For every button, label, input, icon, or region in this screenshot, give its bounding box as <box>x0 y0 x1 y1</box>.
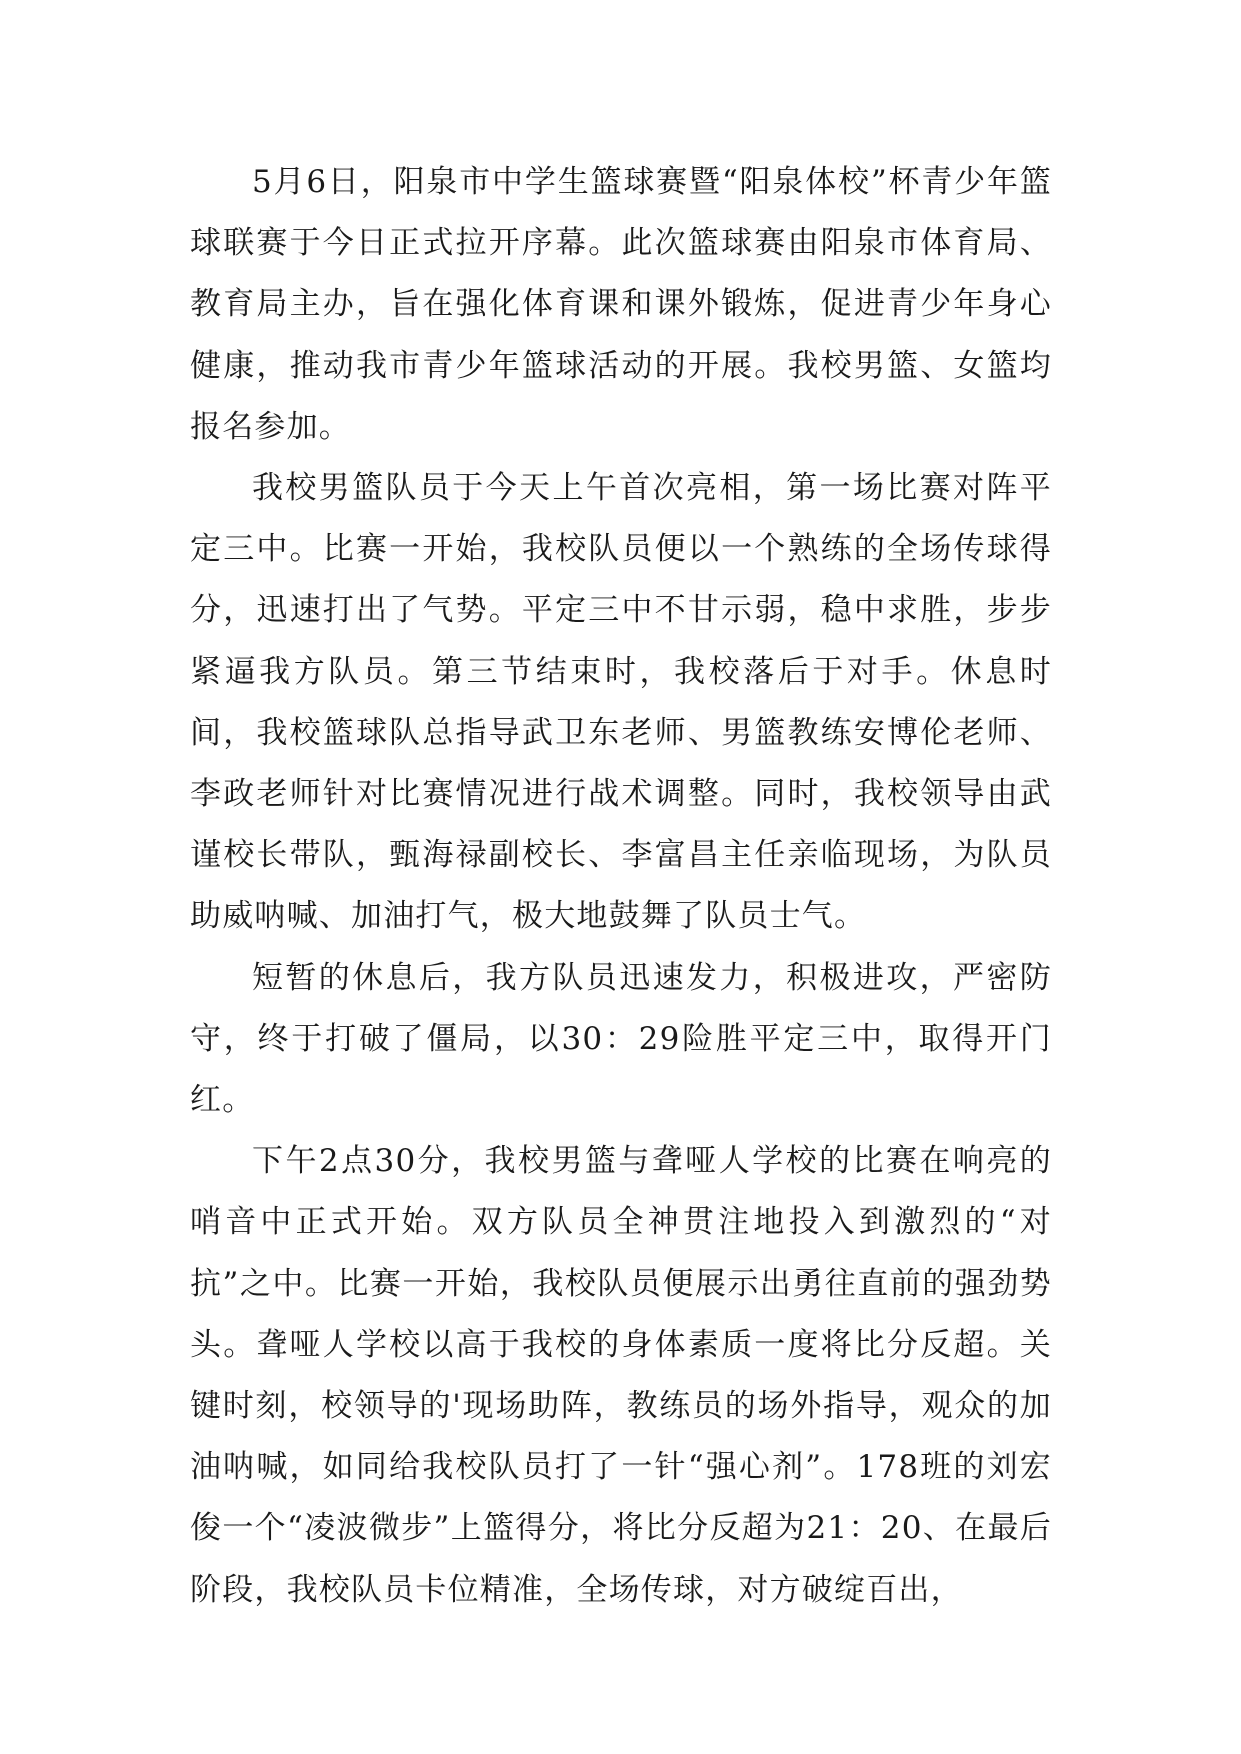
paragraph-afternoon-game: 下午2点30分，我校男篮与聋哑人学校的比赛在响亮的哨音中正式开始。双方队员全神贯注地投入到激烈的“对抗”之中。比赛一开始，我校队员便展示出勇往直前的强劲势头。聋哑人学校以高于我校的身体素质一度将比分反超。关键时刻，校领导的'现场助阵，教练员的场外指导，观众的加油呐喊，如同给我校队员打了一针“强心剂”。178班的刘宏俊一个“凌波微步”上篮得分，将比分反超为21：20、在最后阶段，我校队员卡位精准，全场传球，对方破绽百出， <box>190 1143 1052 1608</box>
paragraph-first-win: 短暂的休息后，我方队员迅速发力，积极进攻，严密防守，终于打破了僵局，以30：29险胜平定三中，取得开门红。 <box>190 959 1052 1119</box>
paragraph-opening: 5月6日，阳泉市中学生篮球赛暨“阳泉体校”杯青少年篮球联赛于今日正式拉开序幕。此次篮球赛由阳泉市体育局、教育局主办，旨在强化体育课和课外锻炼，促进青少年身心健康，推动我市青少年篮球活动的开展。我校男篮、女篮均报名参加。 <box>190 164 1052 445</box>
paragraph-morning-game: 我校男篮队员于今天上午首次亮相，第一场比赛对阵平定三中。比赛一开始，我校队员便以一个熟练的全场传球得分，迅速打出了气势。平定三中不甘示弱，稳中求胜，步步紧逼我方队员。第三节结束时，我校落后于对手。休息时间，我校篮球队总指导武卫东老师、男篮教练安博伦老师、李政老师针对比赛情况进行战术调整。同时，我校领导由武谨校长带队，甄海禄副校长、李富昌主任亲临现场，为队员助威呐喊、加油打气，极大地鼓舞了队员士气。 <box>190 470 1052 935</box>
document-page <box>190 152 1052 1621</box>
